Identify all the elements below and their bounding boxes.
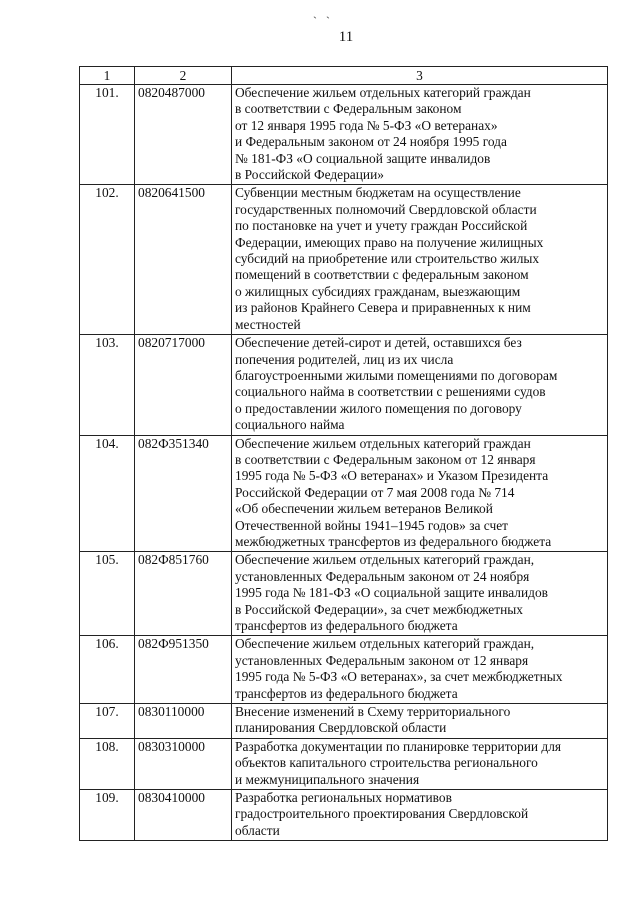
column-header-3: 3 [232,67,608,85]
table-row [80,704,608,739]
table-row [80,435,608,552]
row-number: 101. [80,85,135,185]
row-number: 103. [80,335,135,435]
row-description: Обеспечение жильем отдельных категорий граждан в соответствии с Федеральным законом от 12 января 1995 года № 5-ФЗ «О ветеранах» и Федеральным законом от 24 ноября 1995 года № 181-ФЗ «О социальной защите инвалидов в Российской Федерации» [232,85,608,185]
row-description: Обеспечение детей-сирот и детей, оставшихся без попечения родителей, лиц из их числа благоустроенными жилыми помещениями по договорам социального найма в соответствии с решениями судов о предоставлении жилого помещения по договору социального найма [232,335,608,435]
table-row [80,790,608,841]
page-top-marks: ` ` [313,14,333,28]
row-description: Внесение изменений в Схему территориального планирования Свердловской области [232,704,608,739]
row-code: 0830310000 [135,738,232,789]
page-number: 11 [338,29,354,45]
row-description: Разработка региональных нормативов градостроительного проектирования Свердловской области [232,790,608,841]
row-code: 082Ф851760 [135,552,232,636]
row-code: 082Ф351340 [135,435,232,552]
table-row [80,85,608,185]
table-row [80,335,608,435]
row-number: 104. [80,435,135,552]
row-description: Субвенции местным бюджетам на осуществление государственных полномочий Свердловской области по постановке на учет и учету граждан Российской Федерации, имеющих право на получение жилищных субсидий на приобретение или строительство жилых помещений в соответствии с федеральным законом о жилищных субсидиях гражданам, выезжающим из районов Крайнего Севера и приравненных к ним местностей [232,185,608,335]
row-number: 106. [80,636,135,704]
column-header-1: 1 [80,67,135,85]
budget-classification-table [79,66,608,841]
column-header-2: 2 [135,67,232,85]
row-description: Обеспечение жильем отдельных категорий граждан, установленных Федеральным законом от 12 января 1995 года № 5-ФЗ «О ветеранах», за счет межбюджетных трансфертов из федерального бюджета [232,636,608,704]
row-number: 105. [80,552,135,636]
row-number: 107. [80,704,135,739]
row-number: 102. [80,185,135,335]
row-code: 0820487000 [135,85,232,185]
row-code: 0830110000 [135,704,232,739]
row-description: Разработка документации по планировке территории для объектов капитального строительства регионального и межмуниципального значения [232,738,608,789]
row-description: Обеспечение жильем отдельных категорий граждан, установленных Федеральным законом от 24 ноября 1995 года № 181-ФЗ «О социальной защите инвалидов в Российской Федерации», за счет межбюджетных трансфертов из федерального бюджета [232,552,608,636]
table-row [80,552,608,636]
header-row [80,67,608,85]
table-row [80,636,608,704]
row-code: 0830410000 [135,790,232,841]
table-row [80,185,608,335]
row-code: 0820641500 [135,185,232,335]
table-row [80,738,608,789]
row-code: 0820717000 [135,335,232,435]
row-number: 108. [80,738,135,789]
row-code: 082Ф951350 [135,636,232,704]
row-number: 109. [80,790,135,841]
row-description: Обеспечение жильем отдельных категорий граждан в соответствии с Федеральным законом от 12 января 1995 года № 5-ФЗ «О ветеранах» и Указом Президента Российской Федерации от 7 мая 2008 года № 714 «Об обеспечении жильем ветеранов Великой Отечественной войны 1941–1945 годов» за счет межбюджетных трансфертов из федерального бюджета [232,435,608,552]
